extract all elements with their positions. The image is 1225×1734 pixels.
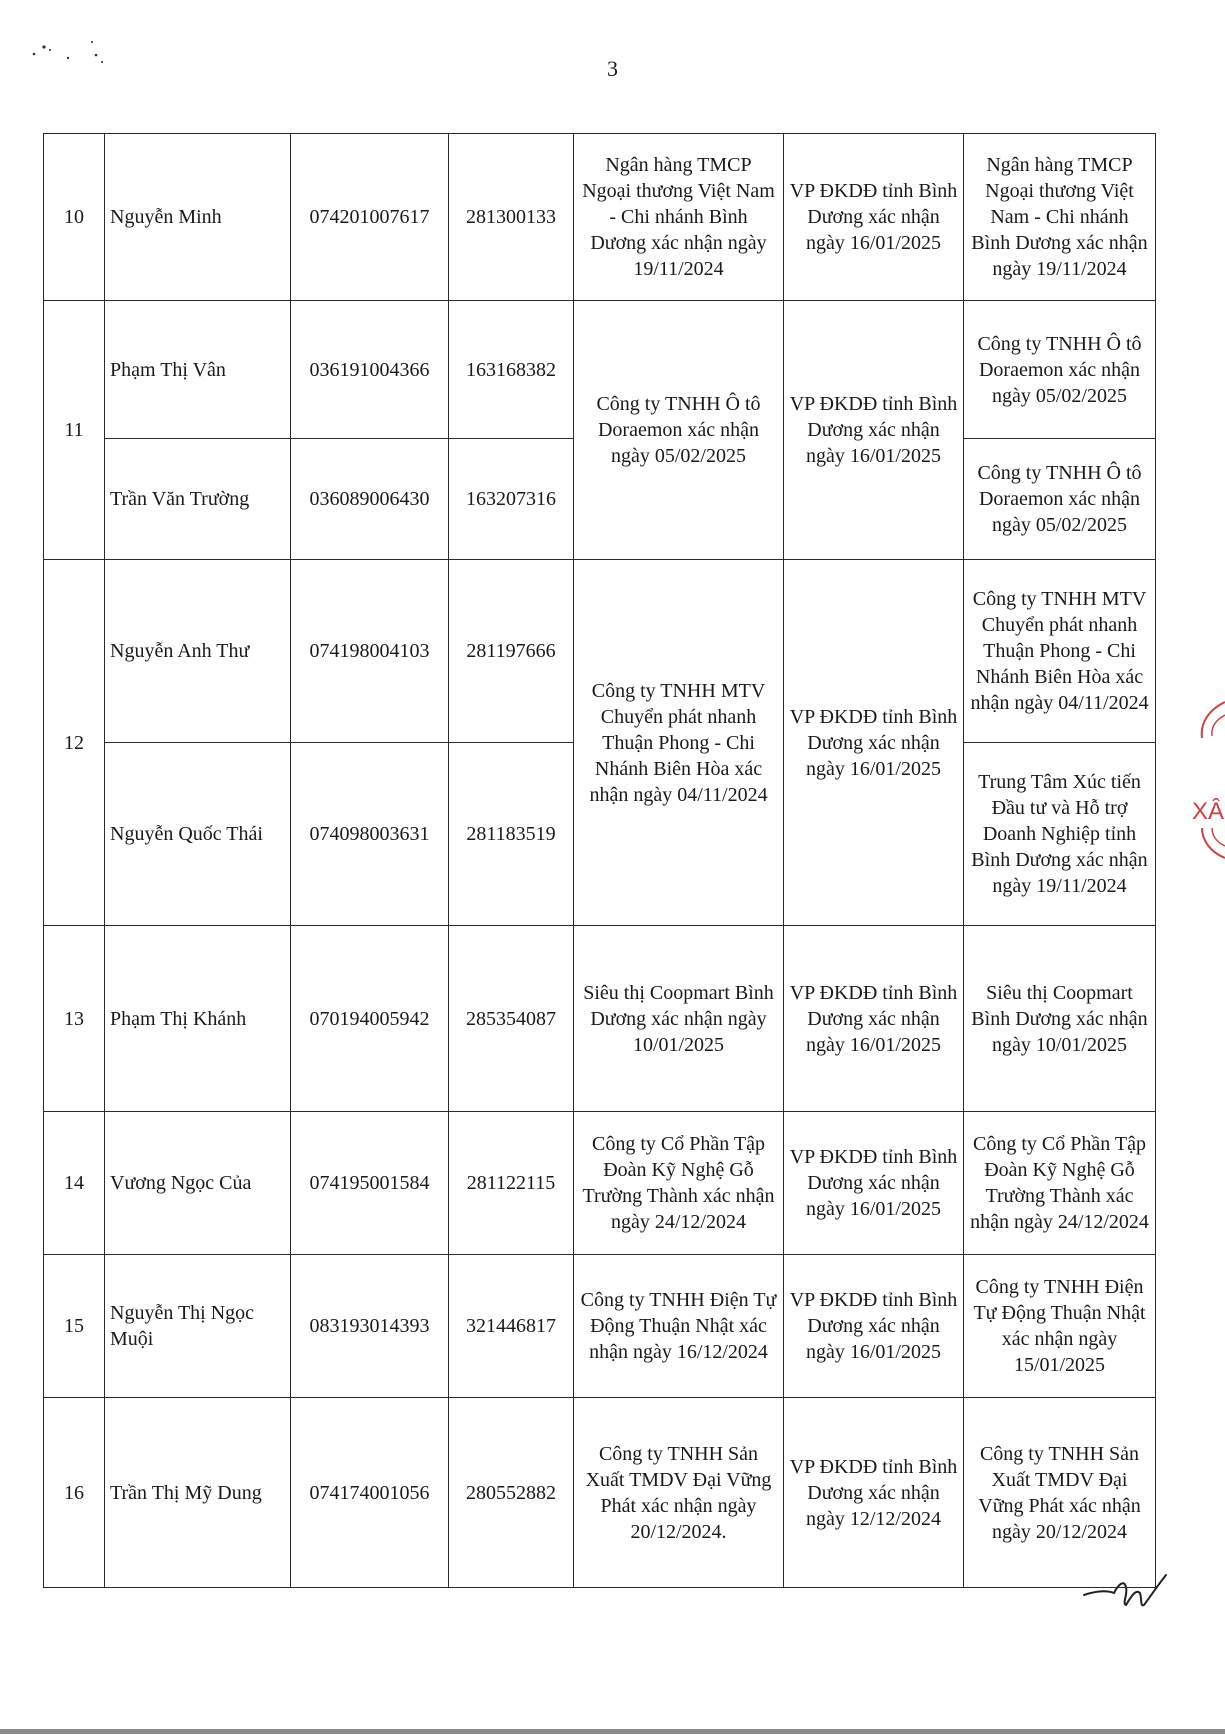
unit-confirmation: Công ty TNHH Điện Tự Động Thuận Nhật xác nhận ngày 15/01/2025 <box>964 1255 1156 1398</box>
person-name: Vương Ngọc Của <box>105 1112 291 1255</box>
confirmation-table <box>43 133 1156 1588</box>
table-row <box>44 560 1156 743</box>
old-id: 281183519 <box>449 743 574 926</box>
table-row <box>44 301 1156 439</box>
employer-confirmation: Công ty TNHH Ô tô Doraemon xác nhận ngày 05/02/2025 <box>574 301 784 560</box>
office-confirmation: VP ĐKDĐ tỉnh Bình Dương xác nhận ngày 12/12/2024 <box>784 1398 964 1588</box>
citizen-id: 070194005942 <box>291 926 449 1112</box>
citizen-id: 074201007617 <box>291 134 449 301</box>
unit-confirmation: Trung Tâm Xúc tiến Đầu tư và Hỗ trợ Doanh Nghiệp tỉnh Bình Dương xác nhận ngày 19/11/2024 <box>964 743 1156 926</box>
employer-confirmation: Công ty TNHH Điện Tự Động Thuận Nhật xác nhận ngày 16/12/2024 <box>574 1255 784 1398</box>
unit-confirmation: Công ty Cổ Phần Tập Đoàn Kỹ Nghệ Gỗ Trường Thành xác nhận ngày 24/12/2024 <box>964 1112 1156 1255</box>
old-id: 163168382 <box>449 301 574 439</box>
person-name: Nguyễn Minh <box>105 134 291 301</box>
old-id: 163207316 <box>449 439 574 560</box>
red-stamp-fragment <box>1180 690 1225 890</box>
old-id: 281300133 <box>449 134 574 301</box>
row-number: 15 <box>44 1255 105 1398</box>
old-id: 321446817 <box>449 1255 574 1398</box>
person-name: Trần Thị Mỹ Dung <box>105 1398 291 1588</box>
row-number: 11 <box>44 301 105 560</box>
office-confirmation: VP ĐKDĐ tỉnh Bình Dương xác nhận ngày 16/01/2025 <box>784 134 964 301</box>
person-name: Phạm Thị Vân <box>105 301 291 439</box>
office-confirmation: VP ĐKDĐ tỉnh Bình Dương xác nhận ngày 16/01/2025 <box>784 1112 964 1255</box>
unit-confirmation: Công ty TNHH Ô tô Doraemon xác nhận ngày 05/02/2025 <box>964 301 1156 439</box>
person-name: Trần Văn Trường <box>105 439 291 560</box>
unit-confirmation: Công ty TNHH Sản Xuất TMDV Đại Vững Phát xác nhận ngày 20/12/2024 <box>964 1398 1156 1588</box>
old-id: 285354087 <box>449 926 574 1112</box>
person-name: Nguyễn Anh Thư <box>105 560 291 743</box>
table-row <box>44 134 1156 301</box>
stamp-text: XÂ <box>1192 798 1225 825</box>
old-id: 281197666 <box>449 560 574 743</box>
office-confirmation: VP ĐKDĐ tỉnh Bình Dương xác nhận ngày 16/01/2025 <box>784 926 964 1112</box>
person-name: Nguyễn Thị Ngọc Muội <box>105 1255 291 1398</box>
row-number: 13 <box>44 926 105 1112</box>
person-name: Nguyễn Quốc Thái <box>105 743 291 926</box>
citizen-id: 074198004103 <box>291 560 449 743</box>
row-number: 14 <box>44 1112 105 1255</box>
person-name: Phạm Thị Khánh <box>105 926 291 1112</box>
table-row <box>44 1112 1156 1255</box>
old-id: 281122115 <box>449 1112 574 1255</box>
office-confirmation: VP ĐKDĐ tỉnh Bình Dương xác nhận ngày 16/01/2025 <box>784 560 964 926</box>
table-row <box>44 926 1156 1112</box>
scan-speck-marks <box>28 38 118 68</box>
row-number: 16 <box>44 1398 105 1588</box>
page-number: 3 <box>607 56 618 81</box>
office-confirmation: VP ĐKDĐ tỉnh Bình Dương xác nhận ngày 16/01/2025 <box>784 301 964 560</box>
citizen-id: 036191004366 <box>291 301 449 439</box>
office-confirmation: VP ĐKDĐ tỉnh Bình Dương xác nhận ngày 16/01/2025 <box>784 1255 964 1398</box>
table-row <box>44 1255 1156 1398</box>
employer-confirmation: Siêu thị Coopmart Bình Dương xác nhận ngày 10/01/2025 <box>574 926 784 1112</box>
citizen-id: 074098003631 <box>291 743 449 926</box>
employer-confirmation: Công ty Cổ Phần Tập Đoàn Kỹ Nghệ Gỗ Trường Thành xác nhận ngày 24/12/2024 <box>574 1112 784 1255</box>
citizen-id: 074195001584 <box>291 1112 449 1255</box>
employer-confirmation: Công ty TNHH MTV Chuyển phát nhanh Thuận Phong - Chi Nhánh Biên Hòa xác nhận ngày 04/11/2024 <box>574 560 784 926</box>
unit-confirmation: Ngân hàng TMCP Ngoại thương Việt Nam - Chi nhánh Bình Dương xác nhận ngày 19/11/2024 <box>964 134 1156 301</box>
signature-mark <box>1080 1565 1170 1615</box>
row-number: 10 <box>44 134 105 301</box>
stamp-ring-icon <box>1180 690 1225 890</box>
scan-bottom-edge <box>0 1729 1225 1734</box>
unit-confirmation: Công ty TNHH Ô tô Doraemon xác nhận ngày 05/02/2025 <box>964 439 1156 560</box>
row-number: 12 <box>44 560 105 926</box>
employer-confirmation: Công ty TNHH Sản Xuất TMDV Đại Vững Phát xác nhận ngày 20/12/2024. <box>574 1398 784 1588</box>
old-id: 280552882 <box>449 1398 574 1588</box>
citizen-id: 074174001056 <box>291 1398 449 1588</box>
employer-confirmation: Ngân hàng TMCP Ngoại thương Việt Nam - Chi nhánh Bình Dương xác nhận ngày 19/11/2024 <box>574 134 784 301</box>
unit-confirmation: Siêu thị Coopmart Bình Dương xác nhận ngày 10/01/2025 <box>964 926 1156 1112</box>
citizen-id: 036089006430 <box>291 439 449 560</box>
unit-confirmation: Công ty TNHH MTV Chuyển phát nhanh Thuận Phong - Chi Nhánh Biên Hòa xác nhận ngày 04/11/2024 <box>964 560 1156 743</box>
citizen-id: 083193014393 <box>291 1255 449 1398</box>
table-row <box>44 1398 1156 1588</box>
